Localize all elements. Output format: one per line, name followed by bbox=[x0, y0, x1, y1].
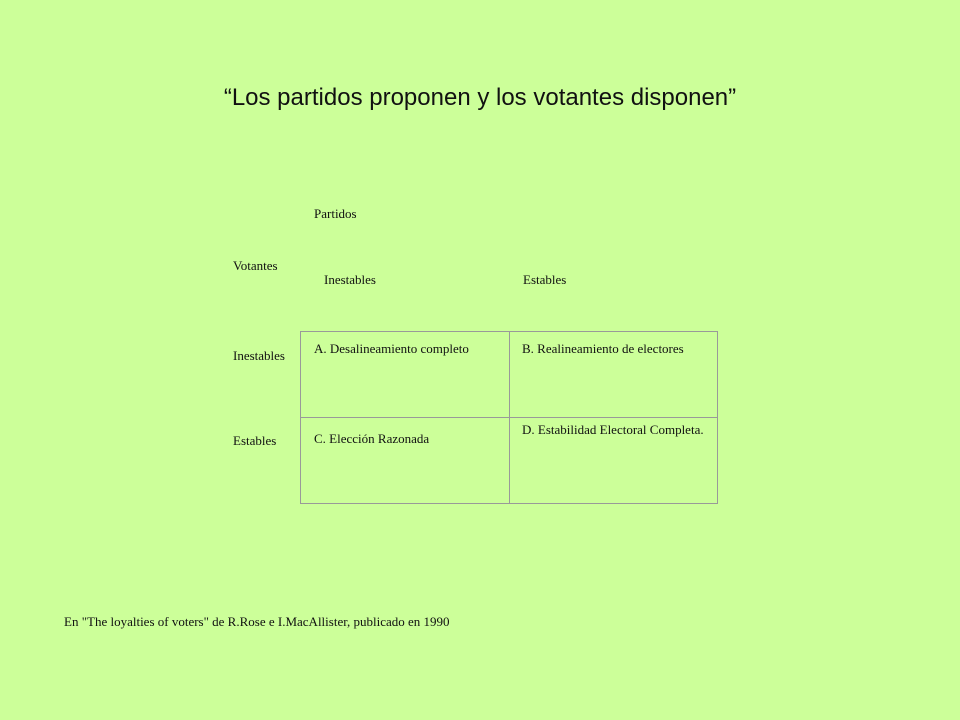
row-group-label: Votantes bbox=[233, 258, 278, 273]
row-header-inestables: Inestables bbox=[233, 348, 285, 363]
cell-b: B. Realineamiento de electores bbox=[510, 332, 718, 418]
typology-table bbox=[300, 331, 718, 504]
col-header-estables: Estables bbox=[523, 272, 567, 287]
slide-title: “Los partidos proponen y los votantes disponen” bbox=[223, 84, 737, 111]
cell-c: C. Elección Razonada bbox=[301, 418, 510, 503]
cell-a: A. Desalineamiento completo bbox=[301, 332, 510, 418]
cell-d: D. Estabilidad Electoral Completa. bbox=[522, 422, 704, 437]
col-header-inestables: Inestables bbox=[324, 272, 376, 287]
source-citation: En "The loyalties of voters" de R.Rose e I.MacAllister, publicado en 1990 bbox=[64, 614, 450, 629]
row-header-estables: Estables bbox=[233, 433, 277, 448]
col-group-label: Partidos bbox=[314, 206, 357, 221]
